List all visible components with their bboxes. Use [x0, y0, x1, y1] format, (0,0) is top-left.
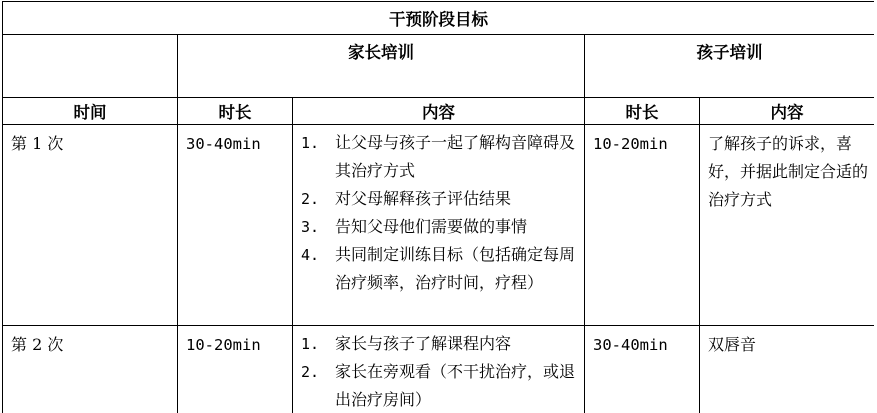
column-header-parent-content: 内容 [293, 98, 585, 125]
table-row [3, 125, 875, 326]
intervention-goals-table [2, 1, 874, 413]
child-duration-cell [585, 125, 700, 326]
session-time: 第 1 次 [11, 134, 64, 153]
group-header-parent-training: 家长培训 [178, 35, 585, 98]
list-item-text: 家长与孩子了解课程内容 [335, 334, 512, 353]
parent-duration: 10-20min [186, 336, 261, 354]
group-header-empty [3, 35, 178, 98]
list-item-text: 告知父母他们需要做的事情 [335, 217, 528, 236]
child-content-cell [700, 125, 875, 326]
list-item-text: 共同制定训练目标（包括确定每周治疗频率，治疗时间，疗程） [335, 245, 576, 292]
list-item [301, 129, 580, 185]
parent-content-cell [293, 125, 585, 326]
child-content: 了解孩子的诉求，喜好，并据此制定合适的治疗方式 [708, 134, 869, 209]
list-item-number: 2. [301, 190, 320, 208]
child-content: 双唇音 [708, 335, 757, 354]
child-duration: 30-40min [593, 336, 668, 354]
list-item [301, 358, 580, 413]
list-item [301, 185, 580, 213]
column-header-child-content: 内容 [700, 98, 875, 125]
list-item [301, 241, 580, 297]
column-header-child-duration: 时长 [585, 98, 700, 125]
child-content-cell [700, 326, 875, 413]
parent-content-list [293, 326, 584, 413]
table-title: 干预阶段目标 [3, 2, 875, 35]
list-item-number: 1. [301, 134, 320, 152]
intervention-table-wrapper [2, 1, 874, 413]
column-header-row [3, 98, 875, 125]
list-item-text: 让父母与孩子一起了解构音障碍及其治疗方式 [335, 133, 576, 180]
child-duration: 10-20min [593, 135, 668, 153]
list-item-number: 4. [301, 246, 320, 264]
session-time: 第 2 次 [11, 335, 64, 354]
parent-duration-cell [178, 125, 293, 326]
list-item-text: 家长在旁观看（不干扰治疗，或退出治疗房间） [335, 362, 576, 409]
group-header-row [3, 35, 875, 98]
session-time-cell [3, 326, 178, 413]
table-row [3, 326, 875, 413]
child-duration-cell [585, 326, 700, 413]
list-item [301, 213, 580, 241]
column-header-parent-duration: 时长 [178, 98, 293, 125]
session-time-cell [3, 125, 178, 326]
title-row [3, 2, 875, 35]
list-item [301, 330, 580, 358]
list-item-text: 对父母解释孩子评估结果 [335, 189, 512, 208]
parent-duration-cell [178, 326, 293, 413]
list-item-number: 3. [301, 218, 320, 236]
parent-content-cell [293, 326, 585, 413]
column-header-time: 时间 [3, 98, 178, 125]
list-item-number: 1. [301, 335, 320, 353]
group-header-child-training: 孩子培训 [585, 35, 875, 98]
parent-content-list [293, 125, 584, 297]
parent-duration: 30-40min [186, 135, 261, 153]
list-item-number: 2. [301, 363, 320, 381]
